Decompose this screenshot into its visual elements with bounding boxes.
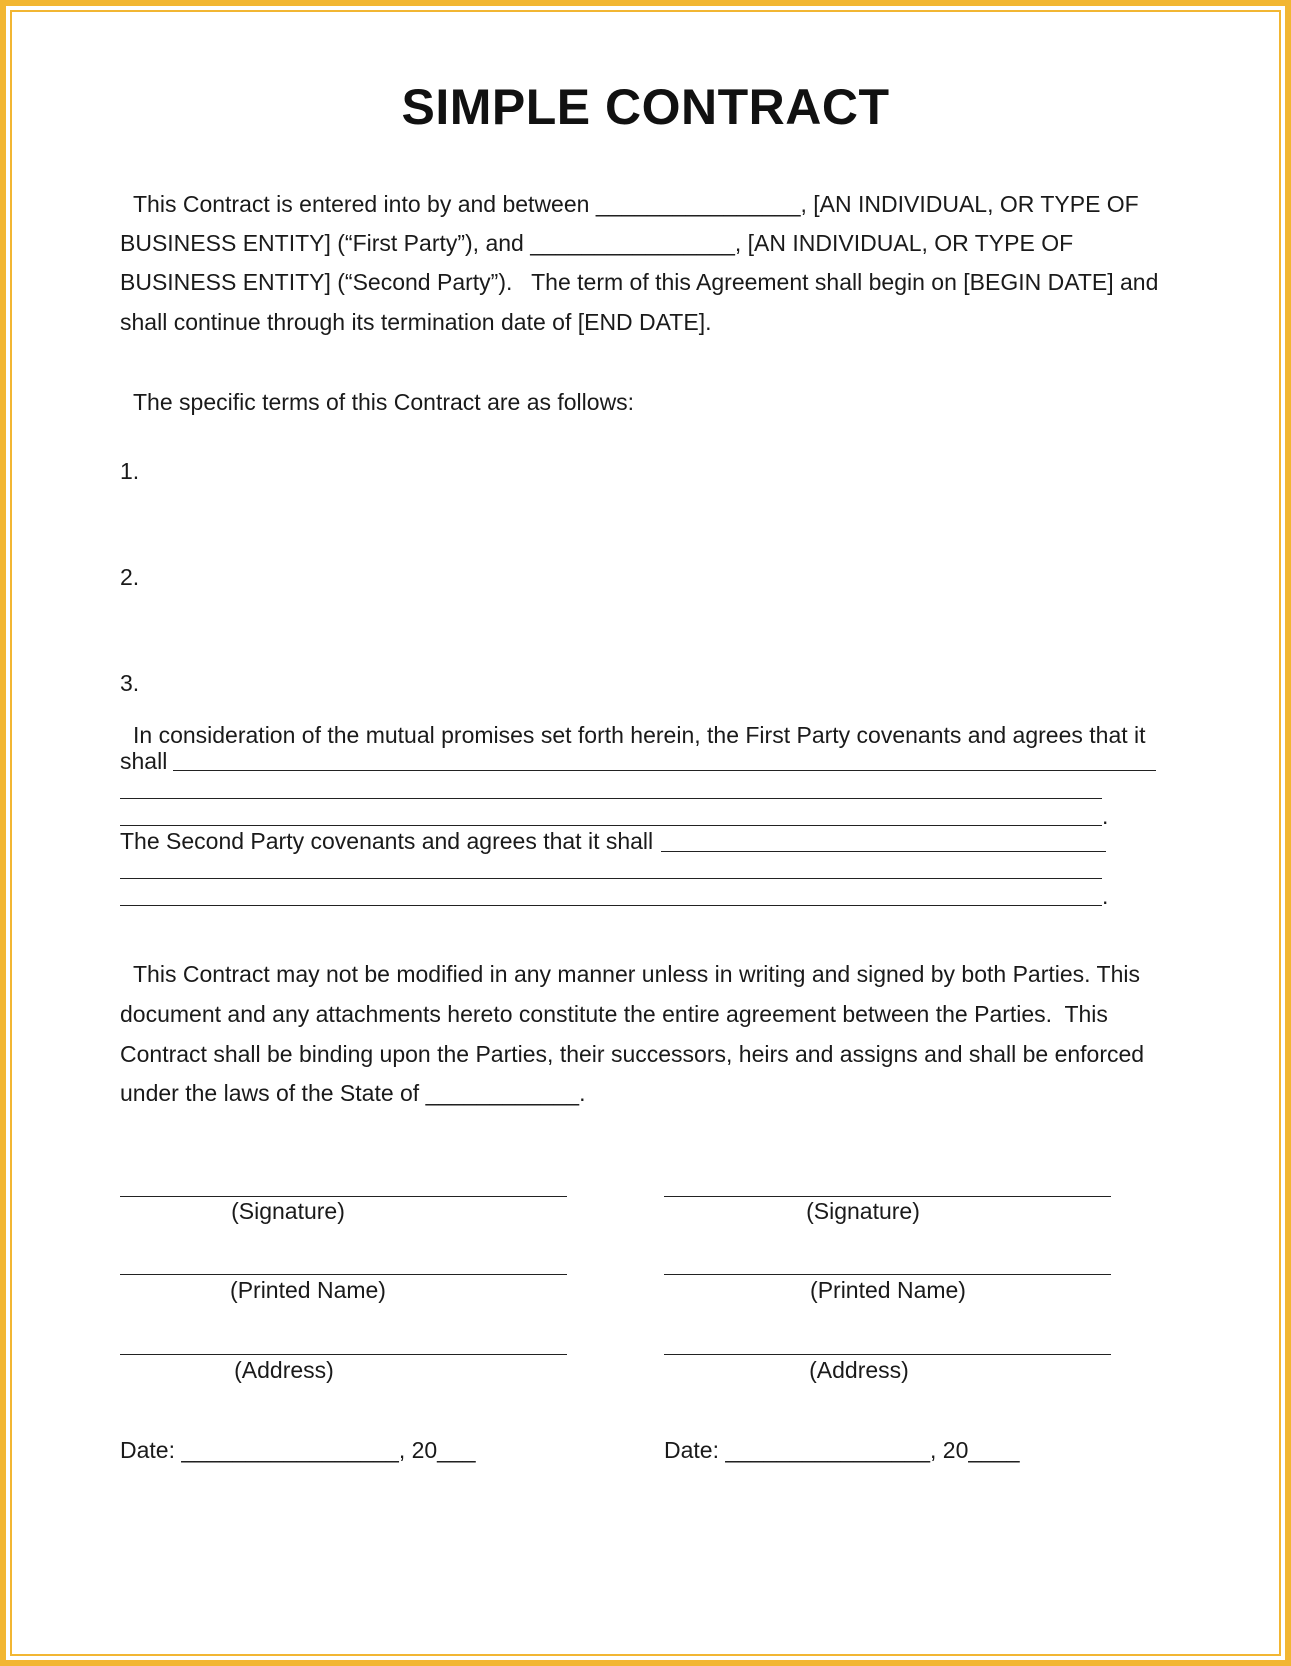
intro-line-1: This Contract is entered into by and between ________________, [AN INDIVIDUAL, OR TYPE OF xyxy=(133,191,1139,217)
second-party-obligation-line-3 xyxy=(120,905,1102,906)
right-address-line xyxy=(664,1354,1111,1355)
closing-line-3: Contract shall be binding upon the Parties, their successors, heirs and assigns and shall be enforced xyxy=(120,1041,1145,1067)
term-1: 1. xyxy=(120,458,140,484)
right-printed-name-line xyxy=(664,1274,1111,1275)
first-party-period: . xyxy=(1102,803,1109,829)
intro-line-3: BUSINESS ENTITY] (“Second Party”). The term of this Agreement shall begin on [BEGIN DATE] and xyxy=(120,269,1159,295)
first-party-obligation-line-2 xyxy=(120,798,1102,799)
closing-line-2: document and any attachments hereto constitute the entire agreement between the Parties. This xyxy=(120,1001,1108,1027)
closing-line-4: under the laws of the State of ____________. xyxy=(120,1080,586,1106)
term-2: 2. xyxy=(120,564,140,590)
left-date: Date: _________________, 20___ xyxy=(120,1437,476,1463)
second-party-period: . xyxy=(1102,883,1109,909)
consideration-shall: shall xyxy=(120,748,168,774)
left-address-line xyxy=(120,1354,567,1355)
consideration-line-1: In consideration of the mutual promises set forth herein, the First Party covenants and agrees that it xyxy=(133,722,1146,748)
right-signature-line xyxy=(664,1196,1111,1197)
left-address-label: (Address) xyxy=(234,1357,334,1383)
left-printed-name-line xyxy=(120,1274,567,1275)
first-party-obligation-line-1 xyxy=(173,770,1156,771)
right-date: Date: ________________, 20____ xyxy=(664,1437,1020,1463)
second-party-obligation-line-2 xyxy=(120,878,1102,879)
left-printed-name-label: (Printed Name) xyxy=(230,1277,386,1303)
intro-line-4: shall continue through its termination date of [END DATE]. xyxy=(120,309,712,335)
document-title: SIMPLE CONTRACT xyxy=(401,79,890,135)
closing-line-1: This Contract may not be modified in any manner unless in writing and signed by both Parties. This xyxy=(133,961,1140,987)
right-signature-label: (Signature) xyxy=(806,1198,920,1224)
first-party-obligation-line-3 xyxy=(120,825,1102,826)
second-party-covenant: The Second Party covenants and agrees that it shall xyxy=(120,828,654,854)
intro-line-2: BUSINESS ENTITY] (“First Party”), and ________________, [AN INDIVIDUAL, OR TYPE OF xyxy=(120,230,1074,256)
left-signature-label: (Signature) xyxy=(231,1198,345,1224)
term-3: 3. xyxy=(120,670,140,696)
terms-intro: The specific terms of this Contract are as follows: xyxy=(133,389,635,415)
left-signature-line xyxy=(120,1196,567,1197)
right-printed-name-label: (Printed Name) xyxy=(810,1277,966,1303)
right-address-label: (Address) xyxy=(809,1357,909,1383)
second-party-obligation-line-1 xyxy=(661,851,1106,852)
